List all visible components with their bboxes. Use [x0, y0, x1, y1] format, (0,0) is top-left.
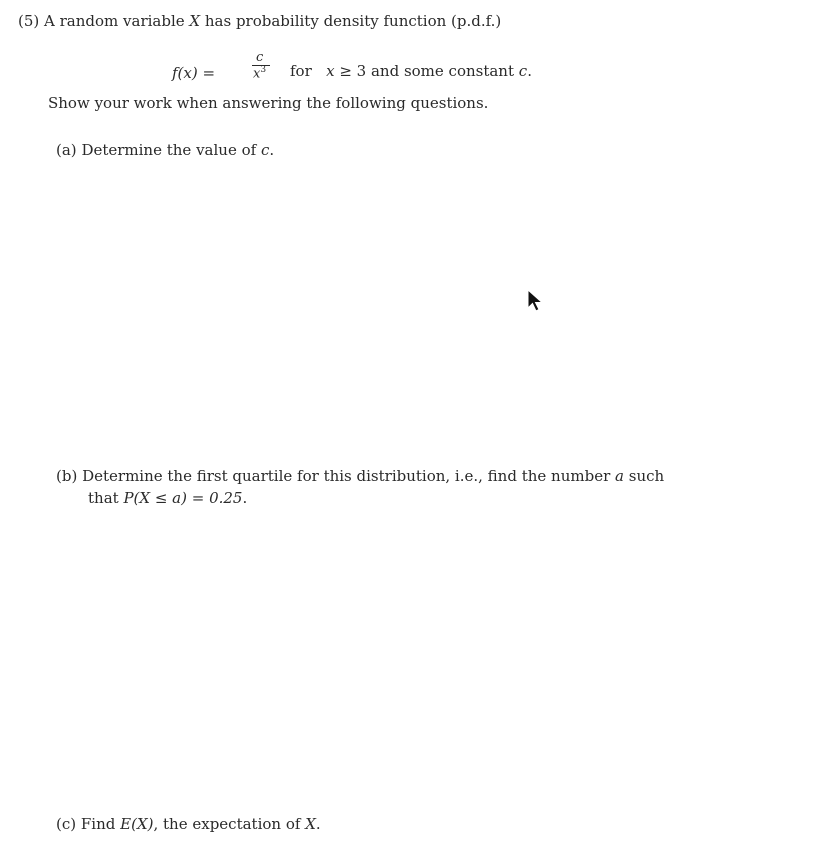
formula-condition: for x ≥ 3 and some constant c.	[290, 62, 532, 80]
part-c-text: Find	[80, 815, 116, 833]
part-b-math: P(X ≤ a) = 0.25	[123, 489, 243, 507]
part-a: (a) Determine the value of c.	[56, 141, 275, 159]
part-b-text: Determine the first quartile for this distribution, i.e., find the number	[82, 467, 611, 485]
instruction-text: Show your work when answering the following questions.	[48, 94, 489, 112]
part-c-label: (c)	[56, 815, 77, 833]
part-b-line-2: that P(X ≤ a) = 0.25.	[88, 489, 248, 507]
part-c-math: E(X)	[120, 815, 154, 833]
part-a-text: Determine the value of	[81, 141, 257, 159]
part-c: (c) Find E(X), the expectation of X.	[56, 815, 321, 833]
part-b-var: a	[615, 467, 624, 485]
part-c-text-2: , the expectation of	[153, 815, 301, 833]
problem-number: (5)	[18, 12, 40, 30]
part-b-line-1	[56, 467, 664, 485]
variable-x: X	[189, 12, 201, 30]
part-b-that: that	[88, 489, 119, 507]
problem-intro-text: A random variable	[44, 12, 185, 30]
condition-text: ≥ 3 and some constant	[339, 62, 514, 80]
part-b-label: (b)	[56, 467, 78, 485]
formula-for: for	[290, 62, 312, 80]
part-a-var: c	[260, 141, 270, 159]
formula-denominator: $x^3$	[253, 65, 267, 82]
problem-header	[18, 12, 501, 30]
part-a-label: (a)	[56, 141, 77, 159]
problem-intro-text-2: has probability density function (p.d.f.)	[204, 12, 502, 30]
part-b-text-2: such	[628, 467, 665, 485]
formula-lhs: f(x) =	[172, 64, 216, 82]
condition-var: x	[326, 62, 335, 80]
condition-const: c	[518, 62, 528, 80]
mouse-pointer-icon	[526, 288, 546, 314]
formula-numerator: c	[256, 50, 264, 65]
part-c-var: X	[305, 815, 316, 833]
